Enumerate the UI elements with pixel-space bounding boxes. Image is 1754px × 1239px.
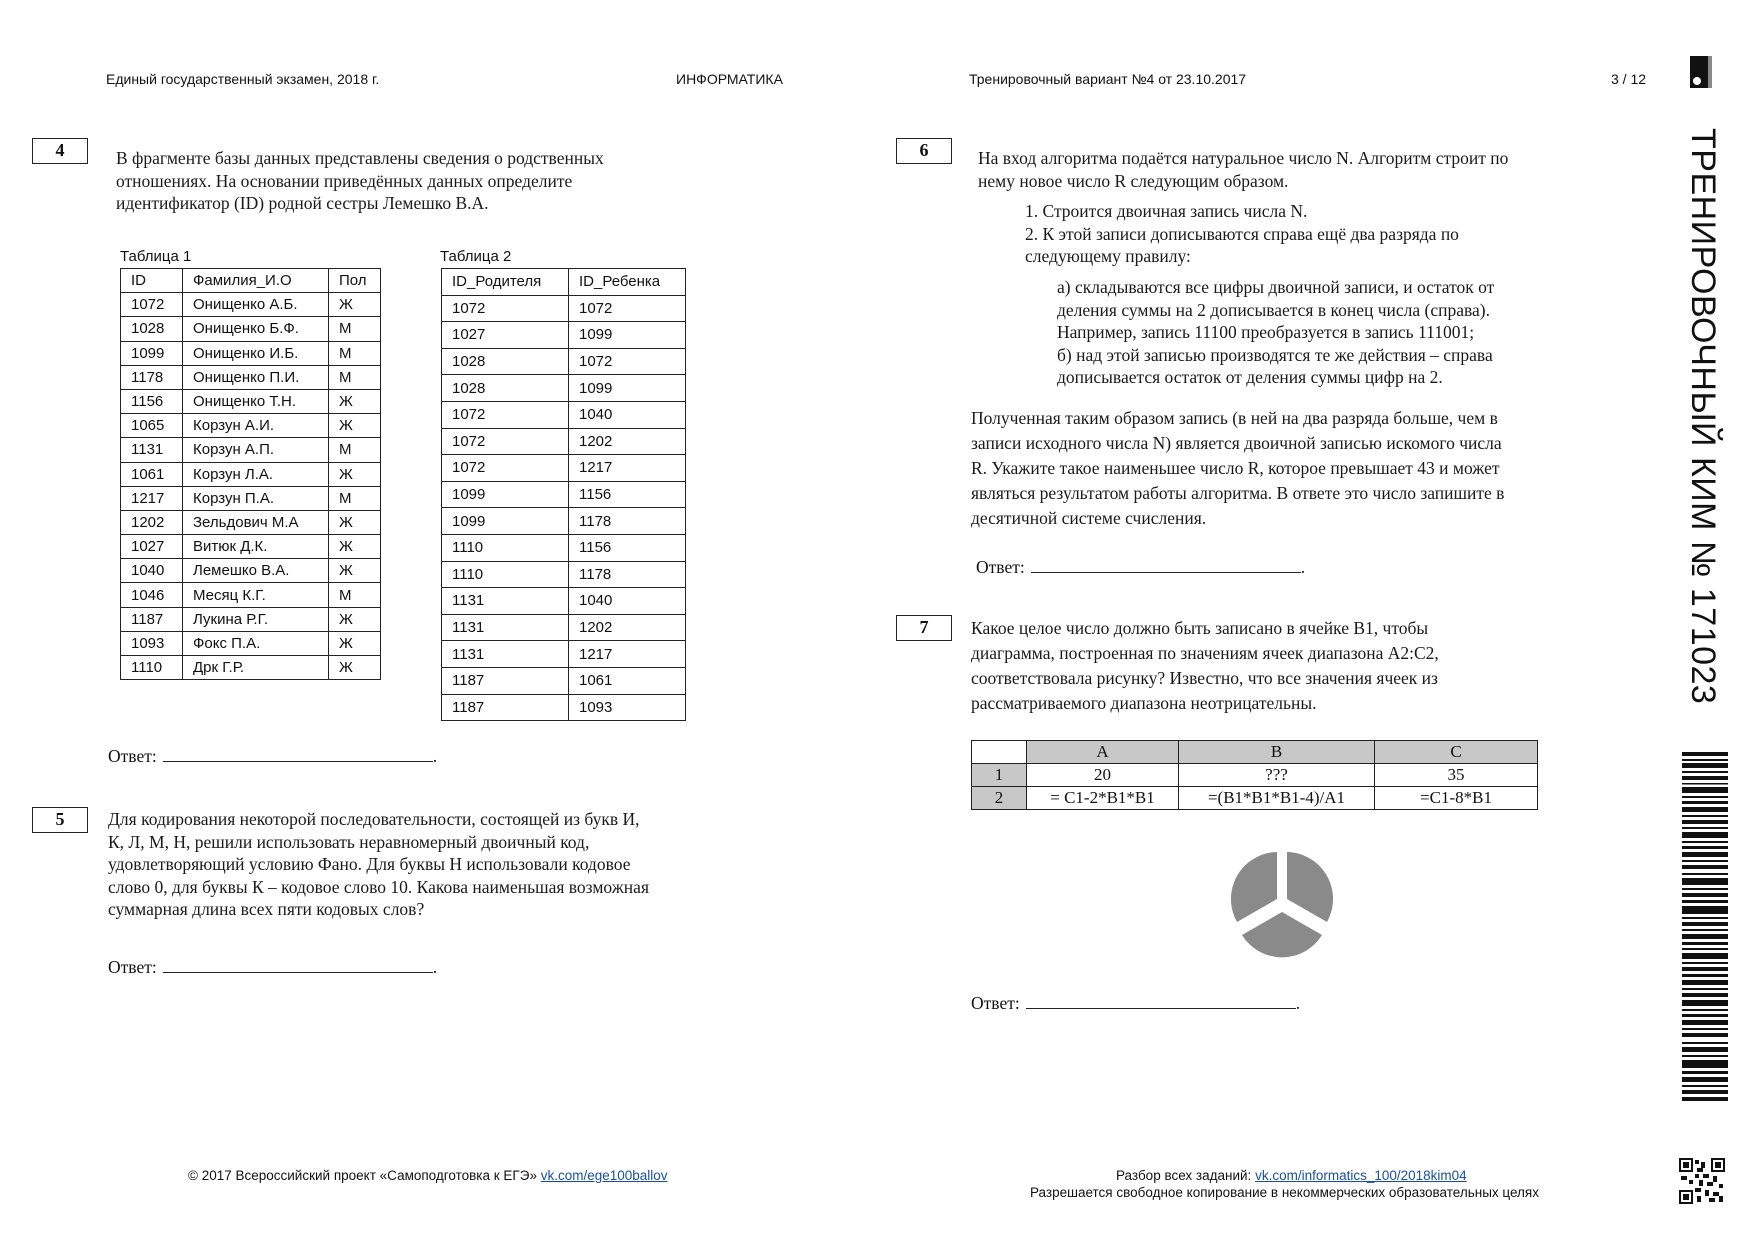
table1-caption: Таблица 1 — [120, 248, 192, 265]
answer-period: . — [432, 746, 438, 766]
table-cell: 1187 — [442, 667, 569, 694]
table-cell: 1099 — [569, 375, 686, 402]
table-cell: Онищенко А.Б. — [183, 293, 329, 317]
task5-line: удовлетворяющий условию Фано. Для буквы Н использовали кодовое — [108, 854, 631, 874]
pie-slice-bottom — [1242, 912, 1322, 957]
table-cell: 1028 — [442, 348, 569, 375]
table-row — [442, 588, 686, 615]
table-cell: Онищенко П.И. — [183, 365, 329, 389]
table-cell: 1072 — [442, 295, 569, 322]
table-cell: 1072 — [442, 455, 569, 482]
task-number-5: 5 — [32, 807, 88, 833]
qr-code-icon — [1679, 1158, 1725, 1204]
table-cell: 1027 — [442, 322, 569, 349]
task6-step: 2. К этой записи дописываются справа ещё два разряда по — [1025, 223, 1459, 244]
table-cell: Зельдович М.А — [183, 510, 329, 534]
footer-analysis-link[interactable]: vk.com/informatics_100/2018kim04 — [1255, 1168, 1467, 1183]
table-row — [121, 317, 381, 341]
table-cell: Лукина Р.Г. — [183, 607, 329, 631]
table-header-cell: ID_Родителя — [442, 269, 569, 296]
task6-intro — [978, 147, 1508, 192]
table-row — [121, 510, 381, 534]
sheet-col-header: C — [1375, 741, 1538, 764]
task7-answer-field[interactable] — [1026, 993, 1296, 1009]
table-cell: Месяц К.Г. — [183, 583, 329, 607]
sheet-corner — [972, 741, 1027, 764]
task5-answer — [108, 957, 437, 978]
task5-line: Для кодирования некоторой последовательности, состоящей из букв И, — [108, 809, 640, 829]
table-cell: 1156 — [569, 534, 686, 561]
table-cell: 1156 — [569, 481, 686, 508]
table-cell: 1131 — [442, 614, 569, 641]
table-cell: Корзун Л.А. — [183, 462, 329, 486]
table-cell: 1072 — [442, 401, 569, 428]
table-cell: 1217 — [569, 455, 686, 482]
answer-label: Ответ: — [108, 746, 157, 766]
task6-line: десятичной системе счисления. — [971, 508, 1207, 528]
task7-line: соответствовала рисунку? Известно, что все значения ячеек из — [971, 668, 1438, 688]
task6-steps — [1025, 200, 1459, 268]
table-cell: 1202 — [569, 428, 686, 455]
table-cell: Корзун А.П. — [183, 438, 329, 462]
table-cell: 1178 — [569, 561, 686, 588]
table-cell: 1187 — [121, 607, 183, 631]
table-row — [442, 322, 686, 349]
table-row — [121, 341, 381, 365]
table-cell: 1187 — [442, 694, 569, 721]
table-row — [442, 561, 686, 588]
table2-relations — [441, 268, 686, 721]
table-header-cell: ID_Ребенка — [569, 269, 686, 296]
task5-text — [108, 808, 649, 921]
table-cell: 1131 — [442, 588, 569, 615]
table-row — [121, 414, 381, 438]
table-cell: 1178 — [569, 508, 686, 535]
task7-line: диаграмма, построенная по значениям ячеек диапазона A2:C2, — [971, 643, 1439, 663]
table-cell: Лемешко В.А. — [183, 559, 329, 583]
table-row — [121, 607, 381, 631]
table-cell: 1072 — [442, 428, 569, 455]
table-cell: 1046 — [121, 583, 183, 607]
table-cell: 1040 — [121, 559, 183, 583]
table-row — [121, 365, 381, 389]
table-row — [121, 438, 381, 462]
task4-line: идентификатор (ID) родной сестры Лемешко В.А. — [116, 193, 489, 213]
answer-label: Ответ: — [976, 557, 1025, 577]
table-cell: 1202 — [569, 614, 686, 641]
sheet-cell-c2: =C1-8*B1 — [1375, 787, 1538, 810]
task7-line: рассматриваемого диапазона неотрицательны. — [971, 693, 1317, 713]
table-row — [121, 631, 381, 655]
corner-logo-icon — [1690, 54, 1714, 90]
table-cell: М — [329, 341, 381, 365]
table-cell: М — [329, 317, 381, 341]
table-row — [442, 295, 686, 322]
table-cell: Витюк Д.К. — [183, 535, 329, 559]
task4-answer — [108, 746, 437, 767]
sheet-cell-a1: 20 — [1027, 764, 1179, 787]
task6-substep: дописывается остаток от деления суммы цифр на 2. — [1057, 367, 1443, 387]
task7-answer — [971, 993, 1300, 1014]
table-cell: 1099 — [569, 322, 686, 349]
table-cell: Фокс П.А. — [183, 631, 329, 655]
table-cell: 1028 — [442, 375, 569, 402]
table-row — [442, 534, 686, 561]
answer-label: Ответ: — [971, 993, 1020, 1013]
table-header-cell: Пол — [329, 269, 381, 293]
answer-label: Ответ: — [108, 957, 157, 977]
task6-answer — [976, 557, 1305, 578]
table-cell: 1110 — [121, 656, 183, 680]
table-cell: Онищенко Б.Ф. — [183, 317, 329, 341]
table-header-row — [121, 269, 381, 293]
task5-line: суммарная длина всех пяти кодовых слов? — [108, 899, 425, 919]
task6-step: следующему правилу: — [1025, 246, 1191, 266]
task6-line: нему новое число R следующим образом. — [978, 170, 1289, 191]
table-cell: 1178 — [121, 365, 183, 389]
table-cell: Ж — [329, 293, 381, 317]
table-row — [442, 694, 686, 721]
page-number: 3 / 12 — [1611, 71, 1647, 87]
table-row — [442, 508, 686, 535]
task6-line: являться результатом работы алгоритма. В ответе это число запишите в — [971, 483, 1505, 503]
table-row — [442, 375, 686, 402]
table-row — [121, 583, 381, 607]
table-row — [442, 667, 686, 694]
table-cell: 1131 — [121, 438, 183, 462]
table-cell: Корзун П.А. — [183, 486, 329, 510]
task7-line: Какое целое число должно быть записано в ячейке B1, чтобы — [971, 618, 1429, 638]
pie-slice-right — [1287, 852, 1333, 922]
table-cell: Корзун А.И. — [183, 414, 329, 438]
sheet-row-header: 2 — [972, 787, 1027, 810]
answer-period: . — [1300, 557, 1306, 577]
answer-period: . — [432, 957, 438, 977]
table-row — [442, 428, 686, 455]
table-row — [121, 462, 381, 486]
table-cell: М — [329, 365, 381, 389]
answer-period: . — [1295, 993, 1301, 1013]
footer-analysis-label: Разбор всех заданий: — [1116, 1168, 1252, 1183]
header-variant: Тренировочный вариант №4 от 23.10.2017 — [969, 71, 1247, 87]
pie-slice-left — [1231, 852, 1277, 922]
footer-copy-note: Разрешается свободное копирование в некоммерческих образовательных целях — [1030, 1185, 1539, 1200]
sheet-cell-b1: ??? — [1179, 764, 1375, 787]
table-cell: Ж — [329, 389, 381, 413]
sheet-cell-b2: =(B1*B1*B1-4)/A1 — [1179, 787, 1375, 810]
pie-chart — [1226, 846, 1338, 964]
table-cell: М — [329, 438, 381, 462]
table-cell: 1131 — [442, 641, 569, 668]
task-number-7: 7 — [896, 615, 952, 641]
table-cell: 1061 — [121, 462, 183, 486]
task6-substeps — [1057, 276, 1494, 389]
sheet-col-header: B — [1179, 741, 1375, 764]
vertical-kim-title: ТРЕНИРОВОЧНЫЙ КИМ № 171023 — [1684, 128, 1722, 705]
sheet-cell-c1: 35 — [1375, 764, 1538, 787]
table2-caption: Таблица 2 — [440, 248, 512, 265]
task6-substep: Например, запись 11100 преобразуется в запись 111001; — [1057, 322, 1475, 342]
table-row — [121, 656, 381, 680]
table-cell: 1156 — [121, 389, 183, 413]
table-row — [121, 486, 381, 510]
task6-answer-field[interactable] — [1031, 557, 1301, 573]
task4-text — [116, 147, 604, 215]
task6-line: R. Укажите такое наименьшее число R, которое превышает 43 и может — [971, 458, 1500, 478]
table-cell: 1072 — [121, 293, 183, 317]
task4-line: отношениях. На основании приведённых данных определите — [116, 170, 573, 191]
table-cell: 1061 — [569, 667, 686, 694]
table-cell: 1202 — [121, 510, 183, 534]
table-row — [442, 481, 686, 508]
table-cell: 1065 — [121, 414, 183, 438]
barcode-icon — [1682, 752, 1728, 1102]
table-cell: Ж — [329, 510, 381, 534]
table-cell: 1072 — [569, 295, 686, 322]
spreadsheet-table — [971, 740, 1538, 810]
table-header-cell: ID — [121, 269, 183, 293]
table1-people — [120, 268, 381, 680]
table-cell: 1093 — [569, 694, 686, 721]
table-cell: 1217 — [121, 486, 183, 510]
table-row — [121, 535, 381, 559]
header-exam-title: Единый государственный экзамен, 2018 г. — [106, 71, 380, 87]
table-cell: 1110 — [442, 561, 569, 588]
sheet-cell-a2: = C1-2*B1*B1 — [1027, 787, 1179, 810]
task6-substep: деления суммы на 2 дописывается в конец числа (справа). — [1057, 299, 1490, 320]
table-row — [121, 389, 381, 413]
task-number-4: 4 — [32, 138, 88, 164]
task6-line: записи исходного числа N) является двоичной записью искомого числа — [971, 433, 1502, 453]
table-cell: Ж — [329, 462, 381, 486]
table-row — [442, 348, 686, 375]
table-cell: Ж — [329, 414, 381, 438]
task5-line: слово 0, для буквы К – кодовое слово 10. Какова наименьшая возможная — [108, 876, 649, 897]
table-cell: 1110 — [442, 534, 569, 561]
task6-outro — [971, 406, 1504, 531]
task4-answer-field[interactable] — [163, 746, 433, 762]
task6-line: Полученная таким образом запись (в ней на два разряда больше, чем в — [971, 408, 1498, 428]
table-row — [442, 641, 686, 668]
task-number-6: 6 — [896, 138, 952, 164]
table-cell: 1040 — [569, 401, 686, 428]
footer-copyright: © 2017 Всероссийский проект «Самоподготовка к ЕГЭ» — [188, 1168, 537, 1183]
table-cell: Ж — [329, 559, 381, 583]
table-header-row — [442, 269, 686, 296]
table-row — [442, 455, 686, 482]
table-cell: 1099 — [442, 508, 569, 535]
table-row — [442, 401, 686, 428]
sheet-col-header: A — [1027, 741, 1179, 764]
table-cell: Ж — [329, 607, 381, 631]
table-cell: Онищенко Т.Н. — [183, 389, 329, 413]
footer-vk-link[interactable]: vk.com/ege100ballov — [540, 1168, 668, 1183]
task6-step: 1. Строится двоичная запись числа N. — [1025, 201, 1308, 221]
table-cell: Ж — [329, 656, 381, 680]
table-cell: 1028 — [121, 317, 183, 341]
task6-substep: б) над этой записью производятся те же действия – справа — [1057, 344, 1493, 365]
table-cell: 1217 — [569, 641, 686, 668]
table-header-cell: Фамилия_И.О — [183, 269, 329, 293]
task5-answer-field[interactable] — [163, 957, 433, 973]
task7-text — [971, 616, 1439, 716]
task5-line: К, Л, М, Н, решили использовать неравномерный двоичный код, — [108, 831, 590, 852]
table-cell: М — [329, 486, 381, 510]
footer-right-top — [1116, 1168, 1467, 1183]
table-cell: 1099 — [121, 341, 183, 365]
table-cell: 1093 — [121, 631, 183, 655]
table-cell: Ж — [329, 631, 381, 655]
table-row — [121, 293, 381, 317]
header-subject: ИНФОРМАТИКА — [676, 71, 783, 87]
table-cell: 1040 — [569, 588, 686, 615]
footer-left — [188, 1168, 668, 1183]
table-cell: Дрк Г.Р. — [183, 656, 329, 680]
table-cell: Онищенко И.Б. — [183, 341, 329, 365]
task6-substep: а) складываются все цифры двоичной записи, и остаток от — [1057, 277, 1495, 297]
table-cell: М — [329, 583, 381, 607]
table-cell: 1099 — [442, 481, 569, 508]
table-cell: 1072 — [569, 348, 686, 375]
task4-line: В фрагменте базы данных представлены сведения о родственных — [116, 148, 604, 168]
table-cell: 1027 — [121, 535, 183, 559]
table-row — [121, 559, 381, 583]
table-row — [442, 614, 686, 641]
sheet-row-header: 1 — [972, 764, 1027, 787]
task6-line: На вход алгоритма подаётся натуральное число N. Алгоритм строит по — [978, 148, 1509, 168]
table-cell: Ж — [329, 535, 381, 559]
